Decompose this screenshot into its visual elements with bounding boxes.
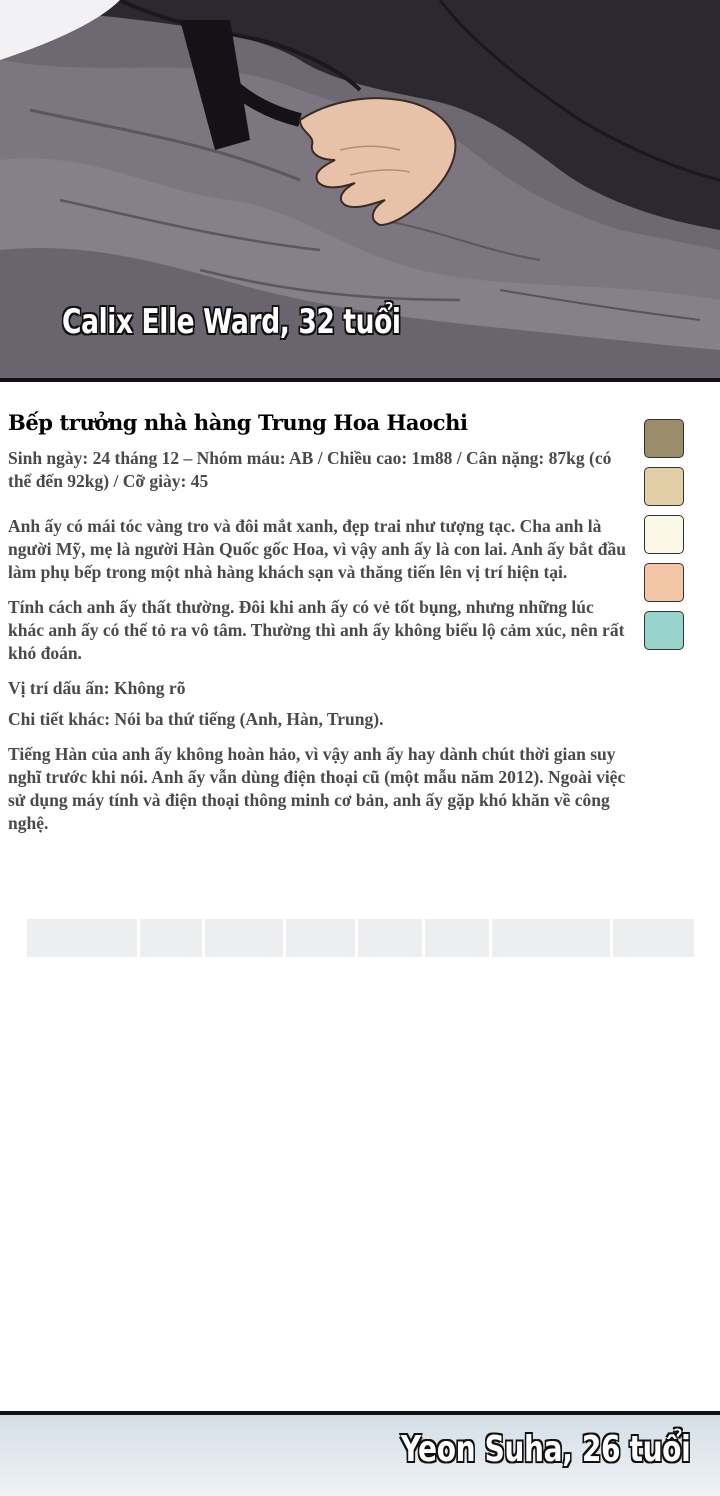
profile-mark-location: Vị trí dấu ấn: Không rõ (8, 678, 186, 698)
placeholder-block (492, 919, 610, 957)
profile-personality: Tính cách anh ấy thất thường. Đôi khi anh ấy có vẻ tốt bụng, nhưng những lúc khác anh ấy có thể tỏ ra vô tâm. Thường thì anh ấy không biểu lộ cảm xúc, nên rất khó đoán. (8, 597, 625, 663)
color-palette (644, 419, 686, 659)
placeholder-block (358, 919, 422, 957)
color-swatch-eyes (644, 611, 684, 650)
placeholder-block (205, 919, 283, 957)
profile-stats: Sinh ngày: 24 tháng 12 – Nhóm máu: AB / Chiều cao: 1m88 / Cân nặng: 87kg (có thể đến 92kg) / Cỡ giày: 45 (8, 448, 612, 491)
profile-notes: Tiếng Hàn của anh ấy không hoàn hảo, vì vậy anh ấy hay dành chút thời gian suy nghĩ trước khi nói. Anh ấy vẫn dùng điện thoại cũ (một mẫu năm 2012). Ngoài việc sử dụng máy tính và điện thoại thông minh cơ bản, anh ấy gặp khó khăn về công nghệ. (8, 744, 626, 833)
character-name-caption: Calix Elle Ward, 32 tuổi (62, 302, 401, 342)
placeholder-block (613, 919, 694, 957)
profile-appearance: Anh ấy có mái tóc vàng tro và đôi mắt xanh, đẹp trai như tượng tạc. Cha anh là người Mỹ, mẹ là người Hàn Quốc gốc Hoa, vì vậy anh ấy là con lai. Anh ấy bắt đầu làm phụ bếp trong một nhà hàng khách sạn và thăng tiến lên vị trí hiện tại. (8, 516, 626, 582)
profile-content (8, 410, 628, 847)
placeholder-block (27, 919, 137, 957)
bottom-illustration-panel (0, 1411, 720, 1496)
panel-divider (0, 378, 720, 382)
top-illustration-panel (0, 0, 720, 378)
color-swatch-hair-dark (644, 419, 684, 458)
faded-text-placeholder (27, 919, 694, 957)
color-swatch-skin-light (644, 515, 684, 554)
placeholder-block (425, 919, 489, 957)
color-swatch-skin (644, 563, 684, 602)
profile-other-details: Chi tiết khác: Nói ba thứ tiếng (Anh, Hàn, Trung). (8, 709, 384, 729)
profile-title: Bếp trưởng nhà hàng Trung Hoa Haochi (8, 410, 468, 435)
color-swatch-hair-light (644, 467, 684, 506)
placeholder-block (140, 919, 202, 957)
next-character-caption: Yeon Suha, 26 tuổi (400, 1429, 690, 1470)
placeholder-block (286, 919, 355, 957)
